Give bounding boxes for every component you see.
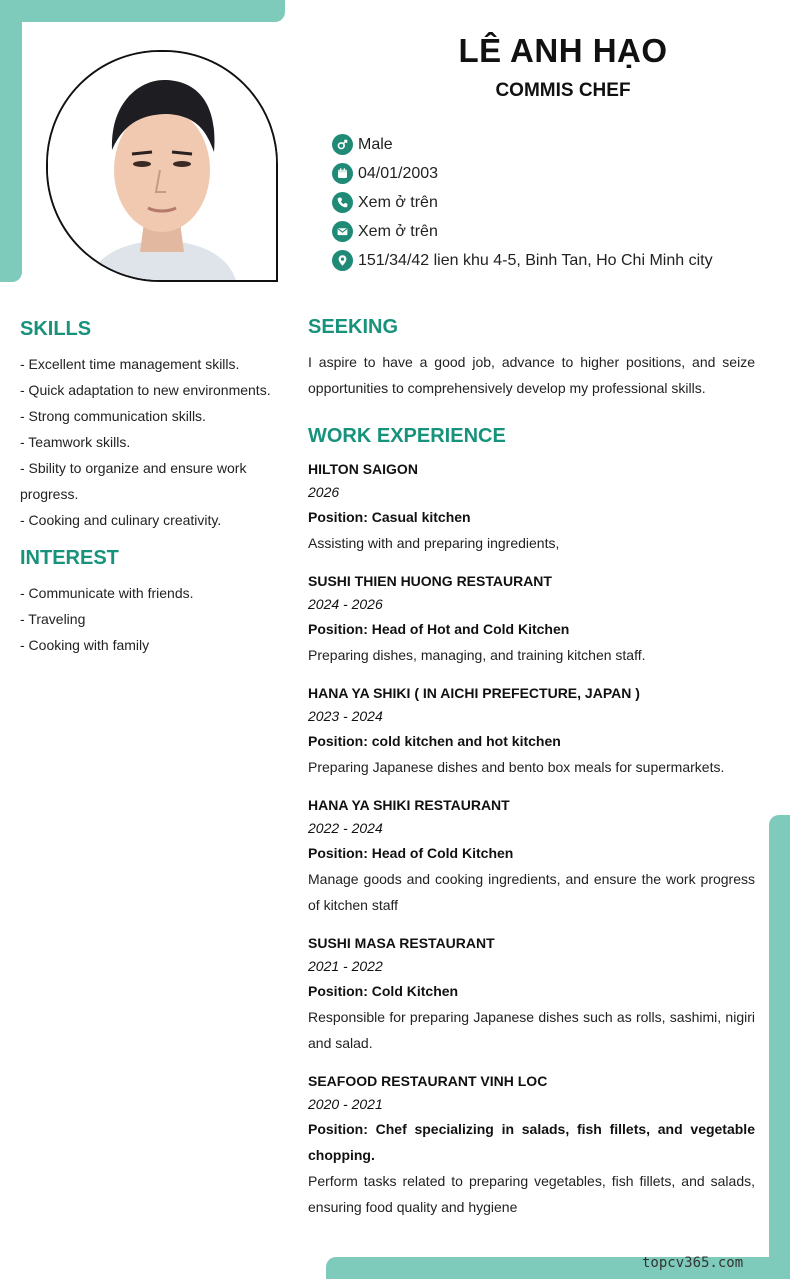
- job-title: COMMIS CHEF: [495, 80, 631, 101]
- job-period: 2022 - 2024: [308, 820, 383, 836]
- seeking-section: [308, 316, 755, 401]
- contact-email: [332, 217, 713, 246]
- job-position: Position: Head of Cold Kitchen: [308, 845, 514, 861]
- skill-item: - Quick adaptation to new environments.: [20, 382, 271, 398]
- job-position: Position: Head of Hot and Cold Kitchen: [308, 621, 570, 637]
- address-text: 151/34/42 lien khu 4-5, Binh Tan, Ho Chi Minh city: [358, 251, 713, 269]
- contact-list: [332, 130, 713, 275]
- interest-section: [20, 547, 282, 658]
- contact-gender: [332, 130, 713, 159]
- job-description: Manage goods and cooking ingredients, and ensure the work progress of kitchen staff: [308, 871, 755, 913]
- skill-item: - Sbility to organize and ensure work progress.: [20, 460, 247, 502]
- skills-section: [20, 318, 282, 533]
- job-company: HANA YA SHIKI ( IN AICHI PREFECTURE, JAPAN ): [308, 685, 640, 701]
- candidate-name: LÊ ANH HẠO: [458, 32, 668, 69]
- job-period: 2023 - 2024: [308, 708, 383, 724]
- job-entry: [308, 570, 755, 668]
- interest-heading: INTEREST: [20, 547, 119, 569]
- job-period: 2020 - 2021: [308, 1096, 383, 1112]
- job-description: Preparing dishes, managing, and training kitchen staff.: [308, 647, 646, 663]
- phone-text: Xem ở trên: [358, 193, 438, 211]
- decor-bar-right: [769, 815, 790, 1279]
- calendar-icon: [332, 163, 353, 184]
- job-period: 2026: [308, 484, 340, 500]
- left-column: [20, 318, 282, 672]
- skills-heading: SKILLS: [20, 318, 92, 340]
- job-description: Preparing Japanese dishes and bento box meals for supermarkets.: [308, 759, 725, 775]
- skill-item: - Excellent time management skills.: [20, 356, 240, 372]
- contact-phone: [332, 188, 713, 217]
- job-entry: [308, 932, 755, 1056]
- decor-bar-left: [0, 0, 22, 282]
- interest-item: - Communicate with friends.: [20, 585, 194, 601]
- contact-address: [332, 246, 713, 275]
- decor-bar-top: [0, 0, 285, 22]
- job-position: Position: Casual kitchen: [308, 509, 471, 525]
- email-text: Xem ở trên: [358, 222, 438, 240]
- interest-item: - Traveling: [20, 611, 86, 627]
- gender-text: Male: [358, 135, 393, 153]
- job-company: SUSHI THIEN HUONG RESTAURANT: [308, 573, 552, 589]
- skill-item: - Cooking and culinary creativity.: [20, 512, 222, 528]
- portrait-image: [48, 52, 276, 280]
- skill-item: - Teamwork skills.: [20, 434, 131, 450]
- seeking-text: I aspire to have a good job, advance to higher positions, and seize opportunities to comprehensively develop my professional skills.: [308, 354, 755, 396]
- job-period: 2021 - 2022: [308, 958, 383, 974]
- profile-photo: [46, 50, 278, 282]
- experience-section: [308, 425, 755, 1220]
- skill-item: - Strong communication skills.: [20, 408, 206, 424]
- email-icon: [332, 221, 353, 242]
- job-entry: [308, 682, 755, 780]
- gender-icon: [332, 134, 353, 155]
- location-icon: [332, 250, 353, 271]
- job-entry: [308, 1070, 755, 1220]
- job-entry: [308, 458, 755, 556]
- birthdate-text: 04/01/2003: [358, 164, 439, 182]
- experience-heading: WORK EXPERIENCE: [308, 425, 506, 447]
- job-description: Assisting with and preparing ingredients,: [308, 535, 560, 551]
- seeking-heading: SEEKING: [308, 316, 399, 338]
- job-position: Position: Chef specializing in salads, fish fillets, and vegetable chopping.: [308, 1121, 755, 1163]
- job-company: HANA YA SHIKI RESTAURANT: [308, 797, 510, 813]
- phone-icon: [332, 192, 353, 213]
- job-position: Position: Cold Kitchen: [308, 983, 459, 999]
- right-column: [308, 316, 755, 1234]
- job-company: SEAFOOD RESTAURANT VINH LOC: [308, 1073, 548, 1089]
- job-description: Perform tasks related to preparing vegetables, fish fillets, and salads, ensuring food quality and hygiene: [308, 1173, 755, 1215]
- job-period: 2024 - 2026: [308, 596, 383, 612]
- watermark-text: topcv365.com: [642, 1255, 744, 1271]
- interest-item: - Cooking with family: [20, 637, 150, 653]
- job-entry: [308, 794, 755, 918]
- job-position: Position: cold kitchen and hot kitchen: [308, 733, 561, 749]
- contact-birthdate: [332, 159, 713, 188]
- job-company: HILTON SAIGON: [308, 461, 418, 477]
- job-description: Responsible for preparing Japanese dishes such as rolls, sashimi, nigiri and salad.: [308, 1009, 755, 1051]
- job-company: SUSHI MASA RESTAURANT: [308, 935, 495, 951]
